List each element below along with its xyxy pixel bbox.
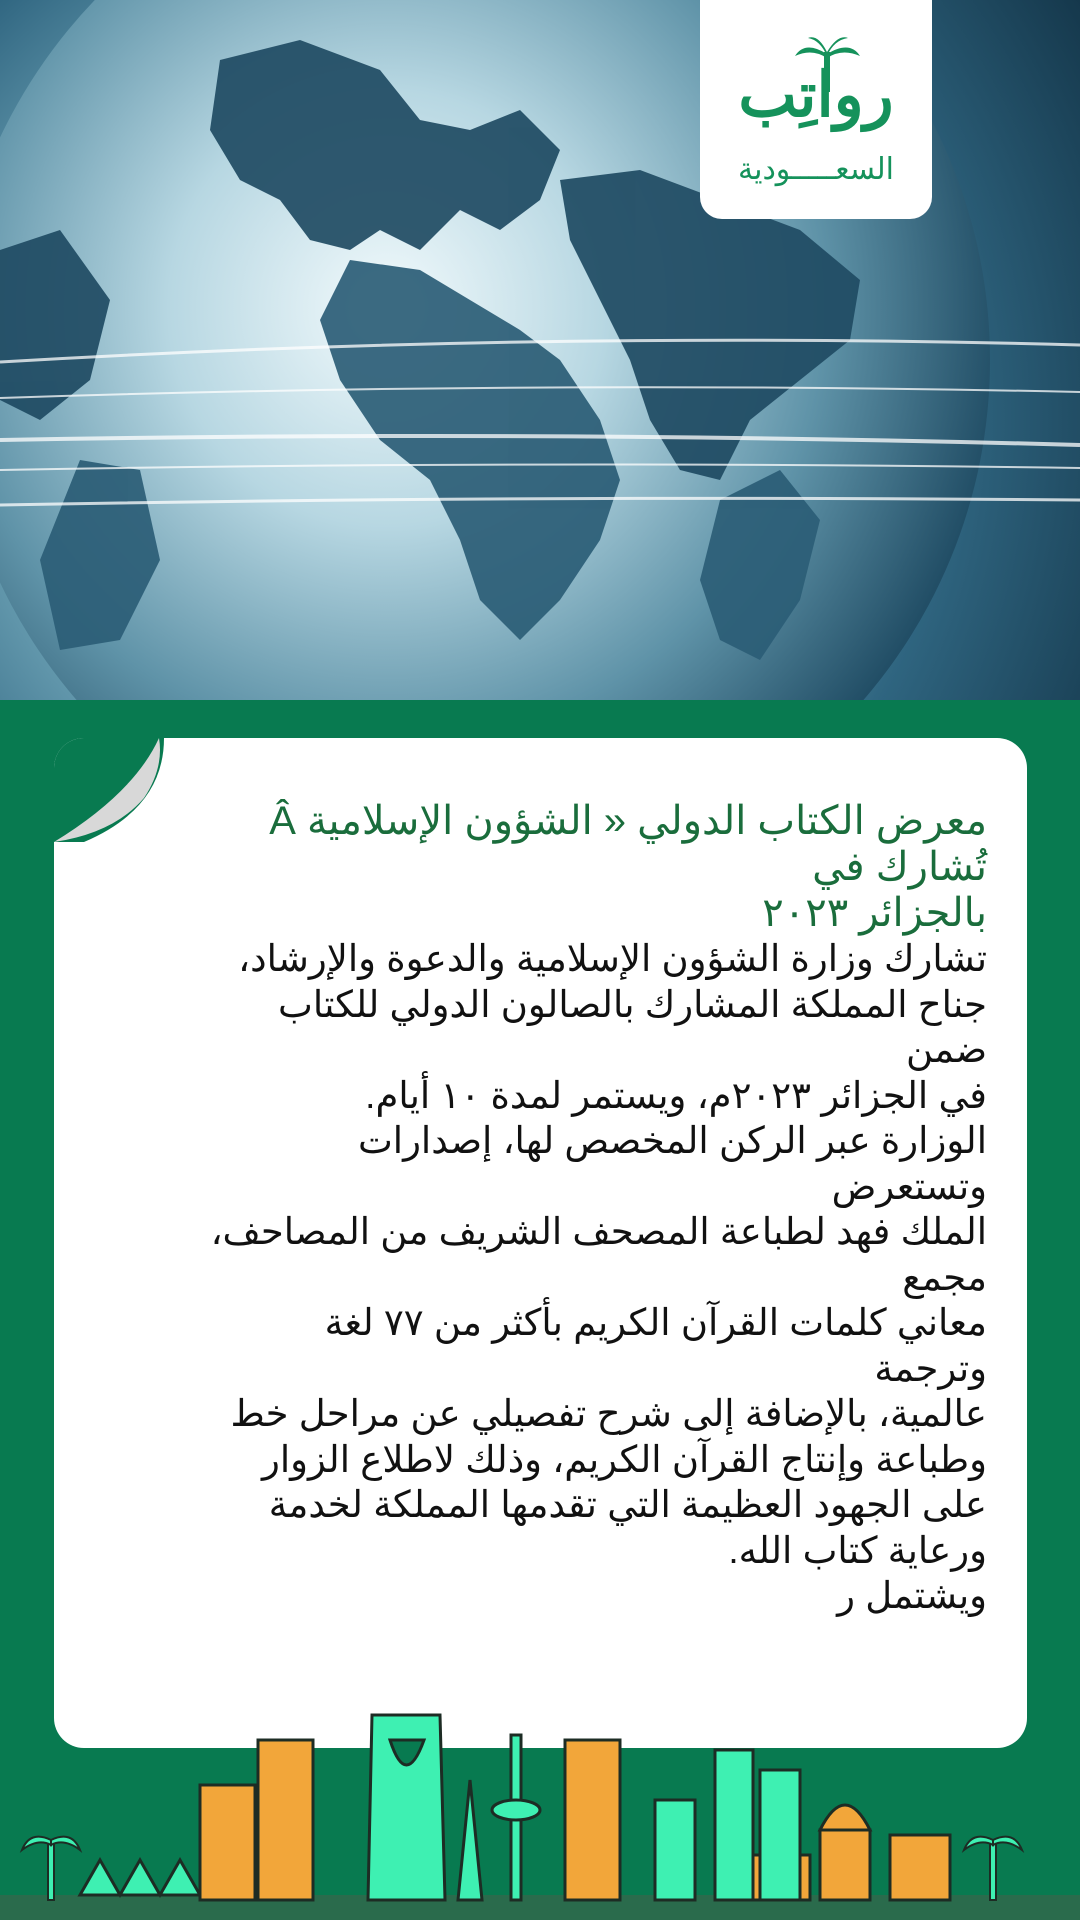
article-title: معرض الكتاب الدولي « الشؤون الإسلامية Â تُشارك في بالجزائر ٢٠٢٣ xyxy=(269,799,987,935)
article-body: تشارك وزارة الشؤون الإسلامية والدعوة والإرشاد، جناح المملكة المشارك بالصالون الدولي للكتاب ضمن في الجزائر ٢٠٢٣م، ويستمر لمدة ١٠ أيام. الوزارة عبر الركن المخصص لها، إصدارات وتستعرض الملك فهد لطباعة المصحف الشريف من المصاحف، مجمع معاني كلمات القرآن الكريم بأكثر من ٧٧ لغة وترجمة عالمية، بالإضافة إلى شرح تفصيلي عن مراحل خط وطباعة وإنتاج القرآن الكريم، وذلك لاطلاع الزوار على الجهود العظيمة التي تقدمها المملكة لخدمة ورعاية كتاب الله. ويشتمل ر xyxy=(210,938,987,1616)
logo-subtitle: السعـــــودية xyxy=(738,152,894,187)
article-text xyxy=(187,798,987,1619)
logo-wordmark: رواتِب xyxy=(738,58,894,131)
article-card xyxy=(54,738,1027,1748)
logo-card[interactable] xyxy=(700,0,932,219)
city-skyline-illustration xyxy=(0,1680,1080,1920)
skyline-buildings xyxy=(0,1715,1080,1920)
page-curl-decoration xyxy=(54,738,164,842)
hero-globe-image xyxy=(0,0,1080,700)
